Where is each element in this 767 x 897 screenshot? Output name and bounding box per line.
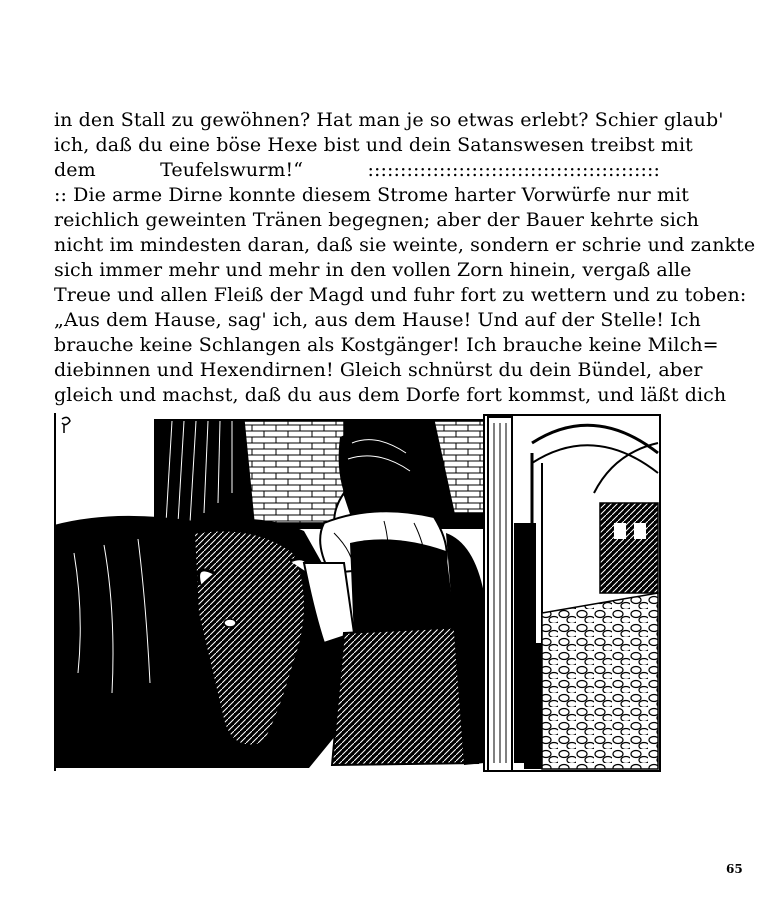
woodcut-illustration: [54, 413, 660, 771]
text-line: gleich und machst, daß du aus dem Dorfe fort kommst, und läßt dich: [54, 384, 727, 406]
text-line: Treue und allen Fleiß der Magd und fuhr fort zu wettern und zu toben:: [54, 284, 747, 306]
page-number: 65: [726, 862, 743, 876]
text-line: in den Stall zu gewöhnen? Hat man je so etwas erlebt? Schier glaub': [54, 109, 724, 131]
text-line: :: Die arme Dirne konnte diesem Strome harter Vorwürfe nur mit: [54, 184, 689, 206]
text-line: diebinnen und Hexendirnen! Gleich schnürst du dein Bündel, aber: [54, 359, 703, 381]
text-line: brauche keine Schlangen als Kostgänger! Ich brauche keine Milch=: [54, 334, 719, 356]
text-line: nicht im mindesten daran, daß sie weinte, sondern er schrie und zankte: [54, 234, 756, 256]
text-line: ich, daß du eine böse Hexe bist und dein Satanswesen treibst mit: [54, 134, 693, 156]
text-line: „Aus dem Hause, sag' ich, aus dem Hause! Und auf der Stelle! Ich: [54, 309, 701, 331]
text-line: dem Teufelswurm!“ :::::::::::::::::::::::::::::::::::::::::::::: [54, 159, 660, 181]
body-text: [54, 108, 756, 408]
text-line: sich immer mehr und mehr in den vollen Zorn hinein, vergaß alle: [54, 259, 692, 281]
text-line: reichlich geweinten Tränen begegnen; aber der Bauer kehrte sich: [54, 209, 699, 231]
